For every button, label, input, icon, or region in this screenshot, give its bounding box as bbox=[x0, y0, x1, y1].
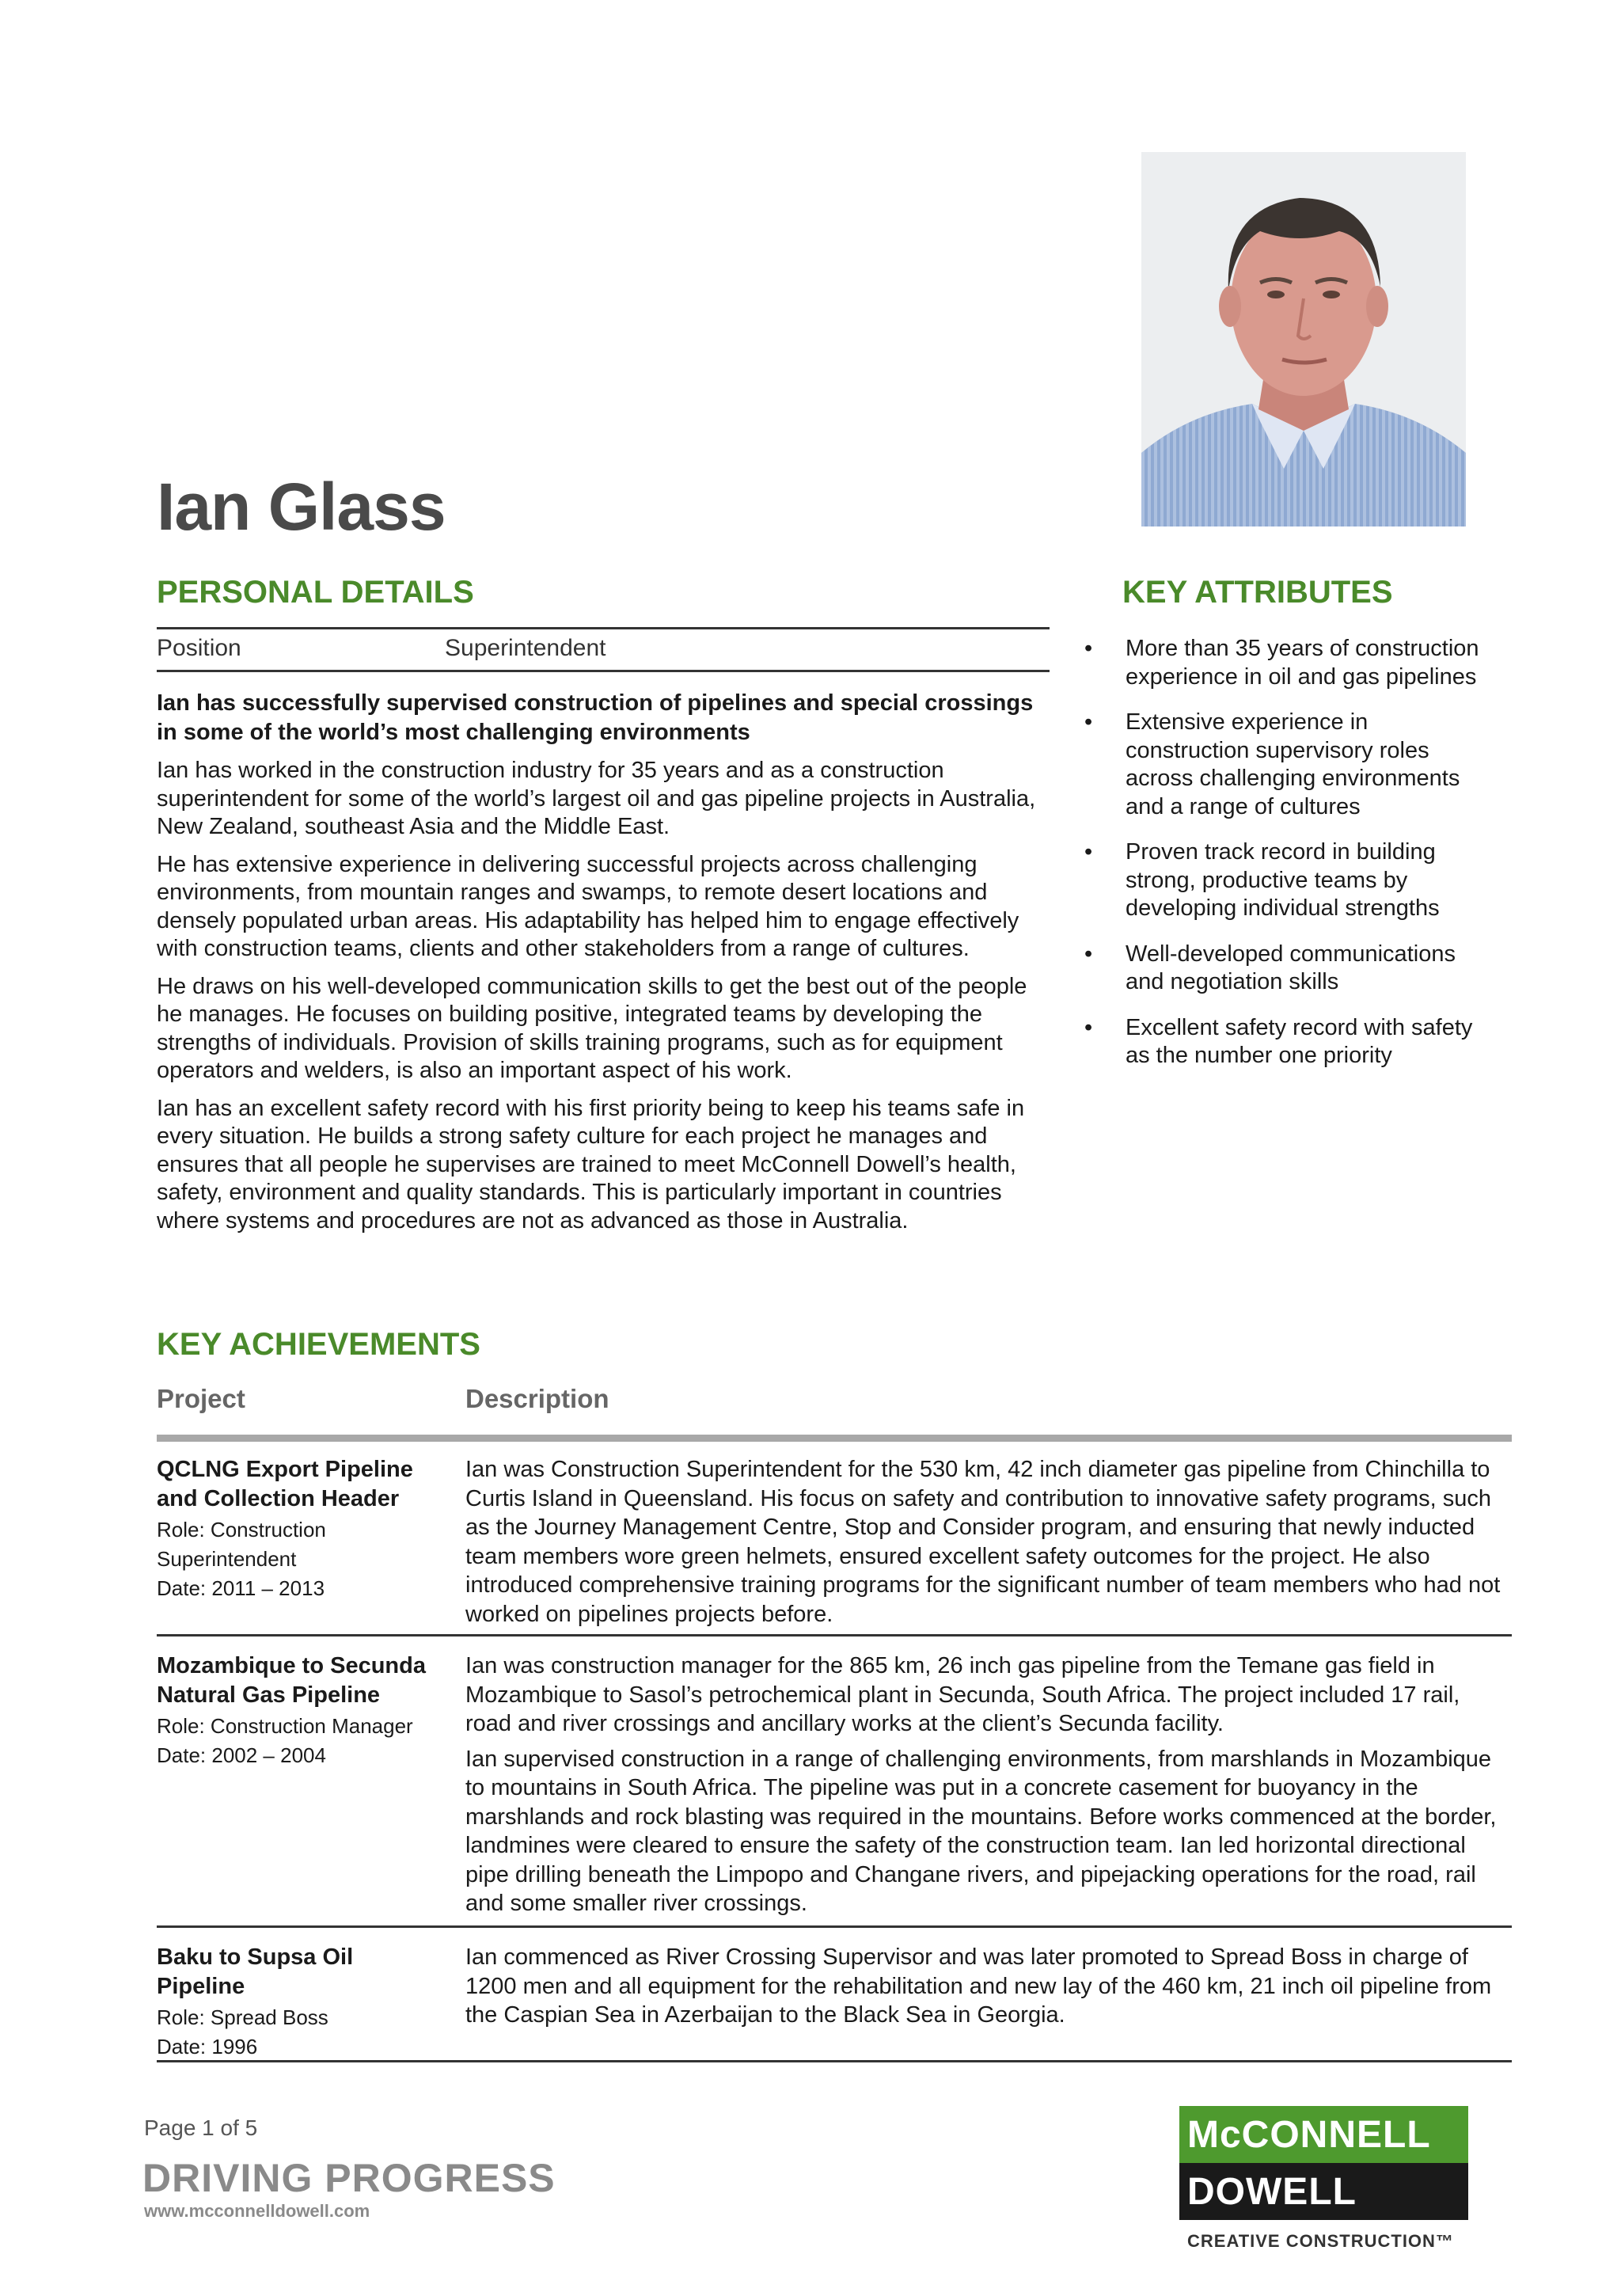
description-paragraph: Ian commenced as River Crossing Supervisor and was later promoted to Spread Boss in charge of 1200 men and all equipment for the rehabilitation and new lay of the 460 km, 21 inch oil pipeline from the Caspian Sea in Azerbaijan to the Black Sea in Georgia. bbox=[465, 1944, 1492, 2028]
project-role: Role: Spread Boss bbox=[157, 2005, 328, 2029]
logo-subtitle: CREATIVE CONSTRUCTION™ bbox=[1187, 2231, 1454, 2251]
table-row bbox=[157, 1455, 442, 1603]
bullet: • bbox=[1084, 709, 1093, 735]
list-item bbox=[1084, 1014, 1496, 1070]
attribute-text: Well-developed communications and negotiation skills bbox=[1126, 941, 1456, 994]
attribute-text: Extensive experience in construction supervisory roles across challenging environments and a range of cultures bbox=[1126, 709, 1460, 819]
personal-details-body bbox=[157, 757, 1051, 1245]
table-row bbox=[157, 1652, 442, 1770]
project-date: Date: 2011 – 2013 bbox=[157, 1576, 325, 1600]
column-header-description: Description bbox=[465, 1384, 609, 1413]
row-divider bbox=[157, 2060, 1512, 2062]
position-row bbox=[157, 635, 1050, 665]
bio-paragraph: Ian has an excellent safety record with his first priority being to keep his teams safe in every situation. He builds a strong safety culture for each project he manages and ensures that all people he supervises are trained to meet McConnell Dowell’s health, safety, environment and quality standards. This is particularly important in countries where systems and procedures are not as advanced as those in Australia. bbox=[157, 1095, 1025, 1234]
project-role: Role: Construction Superintendent bbox=[157, 1518, 326, 1571]
project-description bbox=[465, 1652, 1512, 1925]
bullet: • bbox=[1084, 941, 1093, 967]
project-name: QCLNG Export Pipeline and Collection Header bbox=[157, 1457, 413, 1511]
key-attributes-list bbox=[1084, 635, 1496, 1088]
list-item bbox=[1084, 709, 1496, 821]
footer-website: www.mcconnelldowell.com bbox=[144, 2201, 370, 2221]
personal-details-bottom-rule bbox=[157, 670, 1050, 672]
project-description bbox=[465, 1943, 1512, 2036]
row-divider bbox=[157, 1925, 1512, 1928]
project-date: Date: 2002 – 2004 bbox=[157, 1743, 326, 1767]
table-row bbox=[157, 1943, 442, 2062]
bio-paragraph: He has extensive experience in delivering successful projects across challenging environments, from mountain ranges and swamps, to remote desert locations and densely populated urban areas. His adaptability has helped him to engage effectively with construction teams, clients and other stakeholders from a range of cultures. bbox=[157, 851, 1019, 961]
description-paragraph: Ian was construction manager for the 865 km, 26 inch gas pipeline from the Temane gas field in Mozambique to Sasol’s petrochemical plant in Secunda, South Africa. The project included 17 rail, road and river crossings and ancillary works at the client’s Secunda facility. bbox=[465, 1653, 1460, 1736]
bullet: • bbox=[1084, 636, 1093, 661]
page-number: Page 1 of 5 bbox=[144, 2115, 258, 2140]
project-date: Date: 1996 bbox=[157, 2035, 258, 2058]
achievements-table-header bbox=[157, 1384, 1512, 1419]
mcconnell-dowell-logo bbox=[1179, 2106, 1468, 2252]
profile-photo bbox=[1141, 152, 1466, 526]
footer-tagline: DRIVING PROGRESS bbox=[142, 2156, 556, 2200]
position-value: Superintendent bbox=[445, 635, 606, 661]
column-header-project: Project bbox=[157, 1384, 245, 1413]
key-achievements-heading: KEY ACHIEVEMENTS bbox=[157, 1327, 480, 1362]
bullet: • bbox=[1084, 1014, 1093, 1040]
position-label: Position bbox=[157, 635, 241, 661]
person-name: Ian Glass bbox=[157, 469, 446, 544]
attribute-text: Proven track record in building strong, productive teams by developing individual strengths bbox=[1126, 839, 1440, 921]
attribute-text: More than 35 years of construction experience in oil and gas pipelines bbox=[1126, 636, 1479, 690]
list-item bbox=[1084, 635, 1496, 691]
description-paragraph: Ian was Construction Superintendent for the 530 km, 42 inch diameter gas pipeline from Chinchilla to Curtis Island in Queensland. His focus on safety and contribution to innovative safety programs, such as the Journey Management Centre, Stop and Consider program, and ensuring that newly inducted team members wore green helmets, ensured excellent safety outcomes for the project. He also introduced comprehensive training programs for the significant number of team members who had not worked on pipelines projects before. bbox=[465, 1457, 1501, 1627]
project-name: Baku to Supsa Oil Pipeline bbox=[157, 1944, 354, 1999]
description-paragraph: Ian supervised construction in a range of challenging environments, from marshlands in Mozambique to mountains in South Africa. The pipeline was put in a concrete casement for buoyancy in the marshlands and rock blasting was required in the mountains. Before works commenced at the border, landmines were cleared to ensure the safety of the construction team. Ian led horizontal directional pipe drilling beneath the Limpopo and Changane rivers, and pipejacking operations for the road, rail and some smaller river crossings. bbox=[465, 1746, 1497, 1916]
bullet: • bbox=[1084, 839, 1093, 865]
logo-top: McCONNELL bbox=[1179, 2106, 1468, 2163]
bio-paragraph: He draws on his well-developed communication skills to get the best out of the people he manages. He focuses on building positive, integrated teams by developing the strengths of individuals. Provision of skills training programs, such as for equipment operators and welders, is also an important aspect of his work. bbox=[157, 973, 1027, 1083]
project-name: Mozambique to Secunda Natural Gas Pipeline bbox=[157, 1653, 426, 1708]
attribute-text: Excellent safety record with safety as the number one priority bbox=[1126, 1014, 1473, 1068]
project-description bbox=[465, 1455, 1512, 1635]
list-item bbox=[1084, 838, 1496, 923]
personal-details-top-rule bbox=[157, 627, 1050, 629]
project-role: Role: Construction Manager bbox=[157, 1714, 413, 1738]
personal-details-heading: PERSONAL DETAILS bbox=[157, 575, 474, 610]
personal-details-lead: Ian has successfully supervised construction of pipelines and special crossings in some of the world’s most challenging environments bbox=[157, 690, 1034, 745]
row-divider bbox=[157, 1634, 1512, 1636]
key-attributes-heading: KEY ATTRIBUTES bbox=[1122, 575, 1393, 610]
list-item bbox=[1084, 941, 1496, 997]
logo-bottom: DOWELL bbox=[1179, 2163, 1468, 2220]
table-header-rule bbox=[157, 1435, 1512, 1442]
bio-paragraph: Ian has worked in the construction industry for 35 years and as a construction superintendent for some of the world’s largest oil and gas pipeline projects in Australia, New Zealand, southeast Asia and the Middle East. bbox=[157, 758, 1036, 839]
